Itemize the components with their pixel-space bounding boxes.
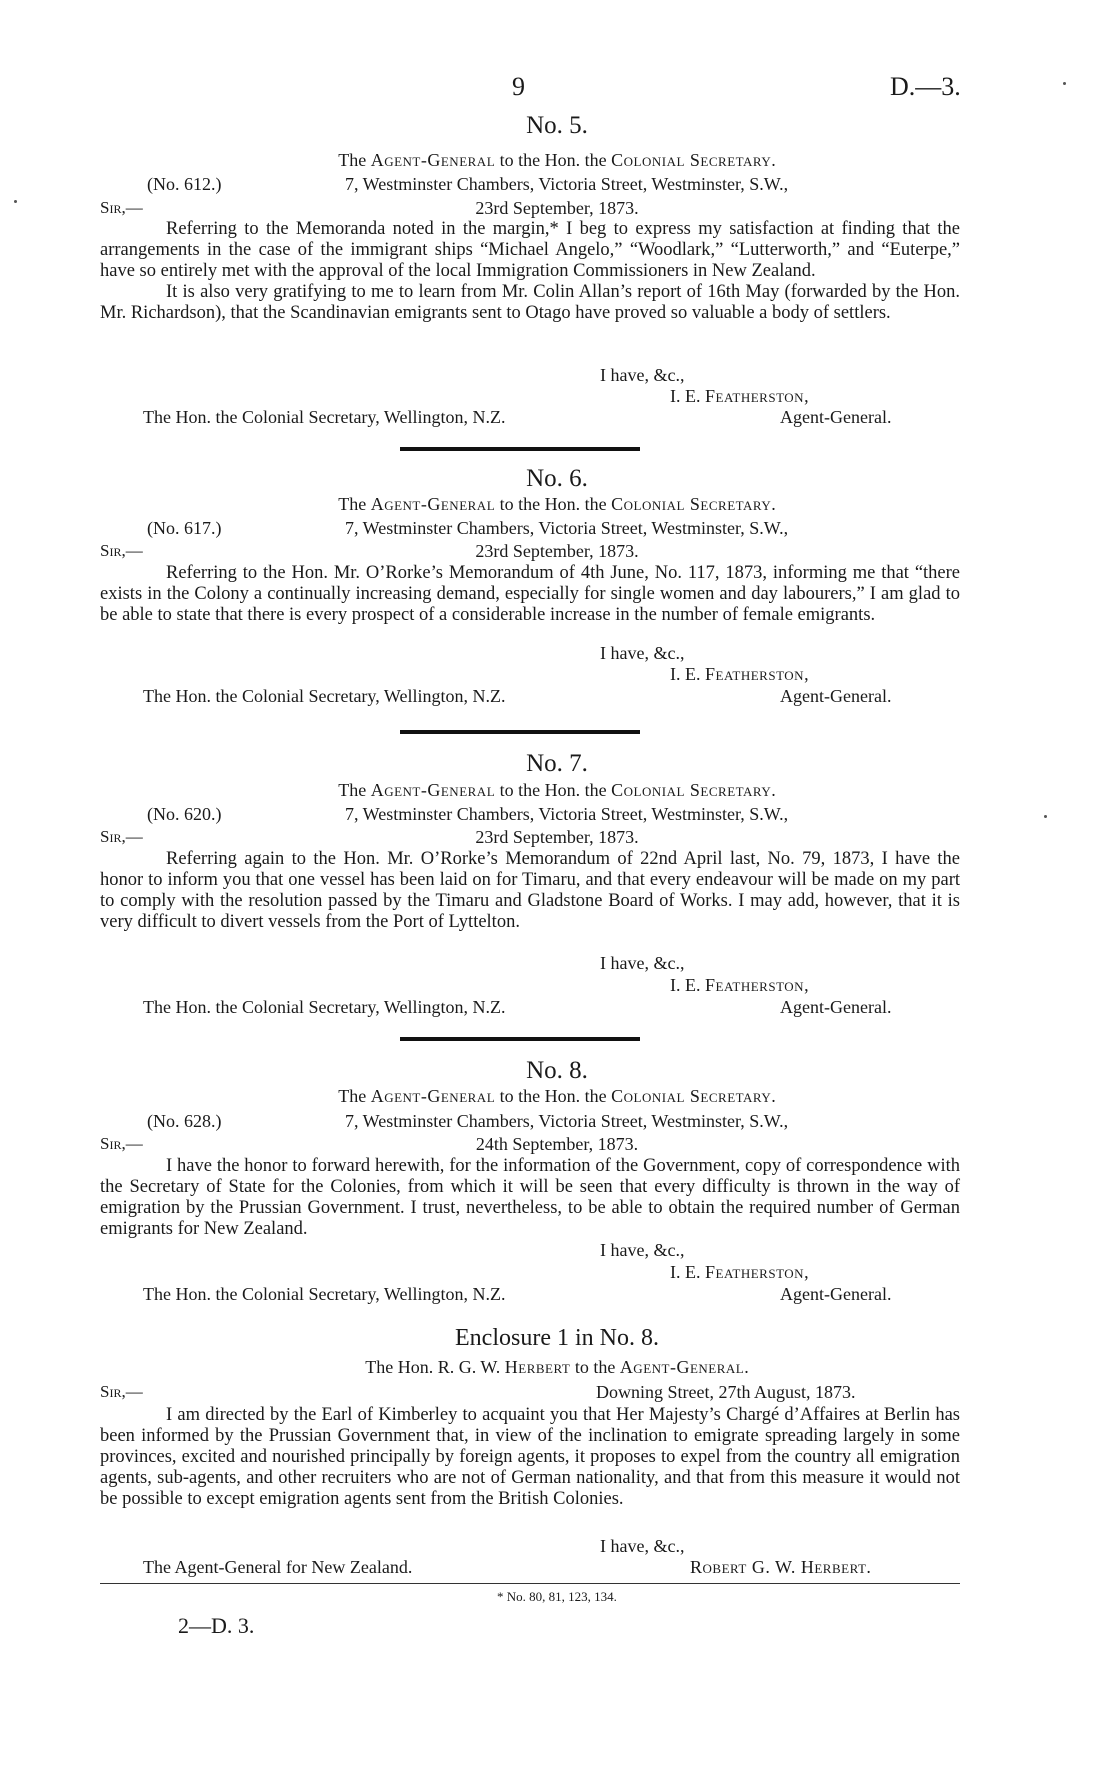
body-paragraph: I am directed by the Earl of Kimberley to acquaint you that Her Majesty’s Chargé d’Affaires at Berlin has been informed by the Prussian Government that, in view of the inclination to emigrate spreading largely in some provinces, excited and nourished principally by foreign agents, it proposes to expel from the country all emigration agents, sub-agents, and other recruiters who are not of German nationality, and that from this measure it would not be possible to except emigration agents sent from the British Colonies. bbox=[100, 1405, 960, 1509]
letter-body bbox=[100, 1156, 960, 1240]
signer-name: I. E. Featherston, bbox=[670, 386, 809, 406]
margin-footnote: * No. 80, 81, 123, 134. bbox=[497, 1589, 617, 1604]
body-paragraph: Referring to the Hon. Mr. O’Rorke’s Memorandum of 4th June, No. 117, 1873, informing me that “there exists in the Colony a continually increasing demand, especially for single women and day labourers,” I am glad to be able to state that there is every prospect of a considerable increase in the number of female emigrants. bbox=[100, 563, 960, 625]
salutation: Sir,— bbox=[100, 827, 143, 846]
letter-date: 23rd September, 1873. bbox=[475, 198, 639, 218]
letter-date: 24th September, 1873. bbox=[475, 1134, 639, 1154]
closing: I have, &c., bbox=[600, 643, 685, 663]
enclosure-signer: Robert G. W. Herbert. bbox=[690, 1557, 872, 1577]
section-divider bbox=[400, 730, 640, 734]
footer-rule bbox=[100, 1583, 960, 1584]
body-paragraph: Referring again to the Hon. Mr. O’Rorke’s Memorandum of 22nd April last, No. 79, 1873, I have the honor to inform you that one vessel has been laid on for Timaru, and that every endeavour will be made on my part to comply with the resolution passed by the Timaru and Gladstone Board of Works. I may add, however, that it is very difficult to divert vessels from the Port of Lyttelton. bbox=[100, 849, 960, 932]
letter-reference: (No. 628.) bbox=[147, 1111, 222, 1131]
closing: I have, &c., bbox=[600, 1536, 685, 1556]
signer-role: Agent-General. bbox=[780, 407, 892, 427]
signer-name: I. E. Featherston, bbox=[670, 975, 809, 995]
sender-address: 7, Westminster Chambers, Victoria Street, Westminster, S.W., bbox=[345, 804, 789, 824]
addressee: The Hon. the Colonial Secretary, Wellington, N.Z. bbox=[143, 686, 506, 706]
sender-address: 7, Westminster Chambers, Victoria Street, Westminster, S.W., bbox=[345, 174, 789, 194]
scan-speck bbox=[1063, 82, 1066, 85]
signer-role: Agent-General. bbox=[780, 686, 892, 706]
letter-date: 23rd September, 1873. bbox=[475, 827, 639, 847]
paper-code: D.—3. bbox=[890, 72, 961, 101]
enclosure-title: Enclosure 1 in No. 8. bbox=[455, 1325, 659, 1351]
letter-from-to: The Agent-General to the Hon. the Colonial Secretary. bbox=[338, 150, 776, 170]
letter-from-to: The Agent-General to the Hon. the Colonial Secretary. bbox=[338, 494, 776, 514]
enclosure-from-to: The Hon. R. G. W. Herbert to the Agent-General. bbox=[365, 1357, 749, 1377]
addressee: The Hon. the Colonial Secretary, Wellington, N.Z. bbox=[143, 407, 506, 427]
letter-date: 23rd September, 1873. bbox=[475, 541, 639, 561]
signer-name: I. E. Featherston, bbox=[670, 1262, 809, 1282]
signer-role: Agent-General. bbox=[780, 997, 892, 1017]
letter-number: No. 8. bbox=[526, 1057, 588, 1084]
addressee: The Agent-General for New Zealand. bbox=[143, 1557, 413, 1577]
body-paragraph: It is also very gratifying to me to learn from Mr. Colin Allan’s report of 16th May (forwarded by the Hon. Mr. Richardson), that the Scandinavian emigrants sent to Otago have proved so valuable a body of settlers. bbox=[100, 282, 960, 323]
letter-number: No. 7. bbox=[526, 750, 588, 777]
letter-reference: (No. 620.) bbox=[147, 804, 222, 824]
closing: I have, &c., bbox=[600, 365, 685, 385]
letter-from-to: The Agent-General to the Hon. the Colonial Secretary. bbox=[338, 780, 776, 800]
signer-name: I. E. Featherston, bbox=[670, 664, 809, 684]
addressee: The Hon. the Colonial Secretary, Wellington, N.Z. bbox=[143, 1284, 506, 1304]
salutation: Sir,— bbox=[100, 1382, 143, 1401]
salutation: Sir,— bbox=[100, 198, 143, 217]
letter-body bbox=[100, 563, 960, 626]
letter-body bbox=[100, 219, 960, 324]
enclosure-address-date: Downing Street, 27th August, 1873. bbox=[596, 1382, 856, 1402]
salutation: Sir,— bbox=[100, 1134, 143, 1153]
letter-number: No. 6. bbox=[526, 465, 588, 492]
body-paragraph: I have the honor to forward herewith, for the information of the Government, copy of correspondence with the Secretary of State for the Colonies, from which it will be seen that every difficulty is thrown in the way of emigration by the Prussian Government. I trust, nevertheless, to be able to obtain the required number of German emigrants for New Zealand. bbox=[100, 1156, 960, 1239]
letter-number: No. 5. bbox=[526, 112, 588, 139]
scan-speck bbox=[1044, 815, 1047, 818]
sender-address: 7, Westminster Chambers, Victoria Street, Westminster, S.W., bbox=[345, 518, 789, 538]
addressee: The Hon. the Colonial Secretary, Wellington, N.Z. bbox=[143, 997, 506, 1017]
salutation: Sir,— bbox=[100, 541, 143, 560]
closing: I have, &c., bbox=[600, 1240, 685, 1260]
enclosure-body bbox=[100, 1405, 960, 1510]
letter-from-to: The Agent-General to the Hon. the Colonial Secretary. bbox=[338, 1086, 776, 1106]
scan-speck bbox=[14, 200, 17, 203]
body-paragraph: Referring to the Memoranda noted in the margin,* I beg to express my satisfaction at finding that the arrangements in the case of the immigrant ships “Michael Angelo,” “Woodlark,” “Lutterworth,” and “Euterpe,” have so entirely met with the approval of the local Immigration Commissioners in New Zealand. bbox=[100, 219, 960, 281]
sender-address: 7, Westminster Chambers, Victoria Street, Westminster, S.W., bbox=[345, 1111, 789, 1131]
closing: I have, &c., bbox=[600, 953, 685, 973]
letter-reference: (No. 617.) bbox=[147, 518, 222, 538]
section-divider bbox=[400, 447, 640, 451]
sheet-signature: 2—D. 3. bbox=[178, 1613, 255, 1638]
page-number: 9 bbox=[512, 72, 525, 101]
letter-reference: (No. 612.) bbox=[147, 174, 222, 194]
letter-body bbox=[100, 849, 960, 933]
signer-role: Agent-General. bbox=[780, 1284, 892, 1304]
section-divider bbox=[400, 1037, 640, 1041]
